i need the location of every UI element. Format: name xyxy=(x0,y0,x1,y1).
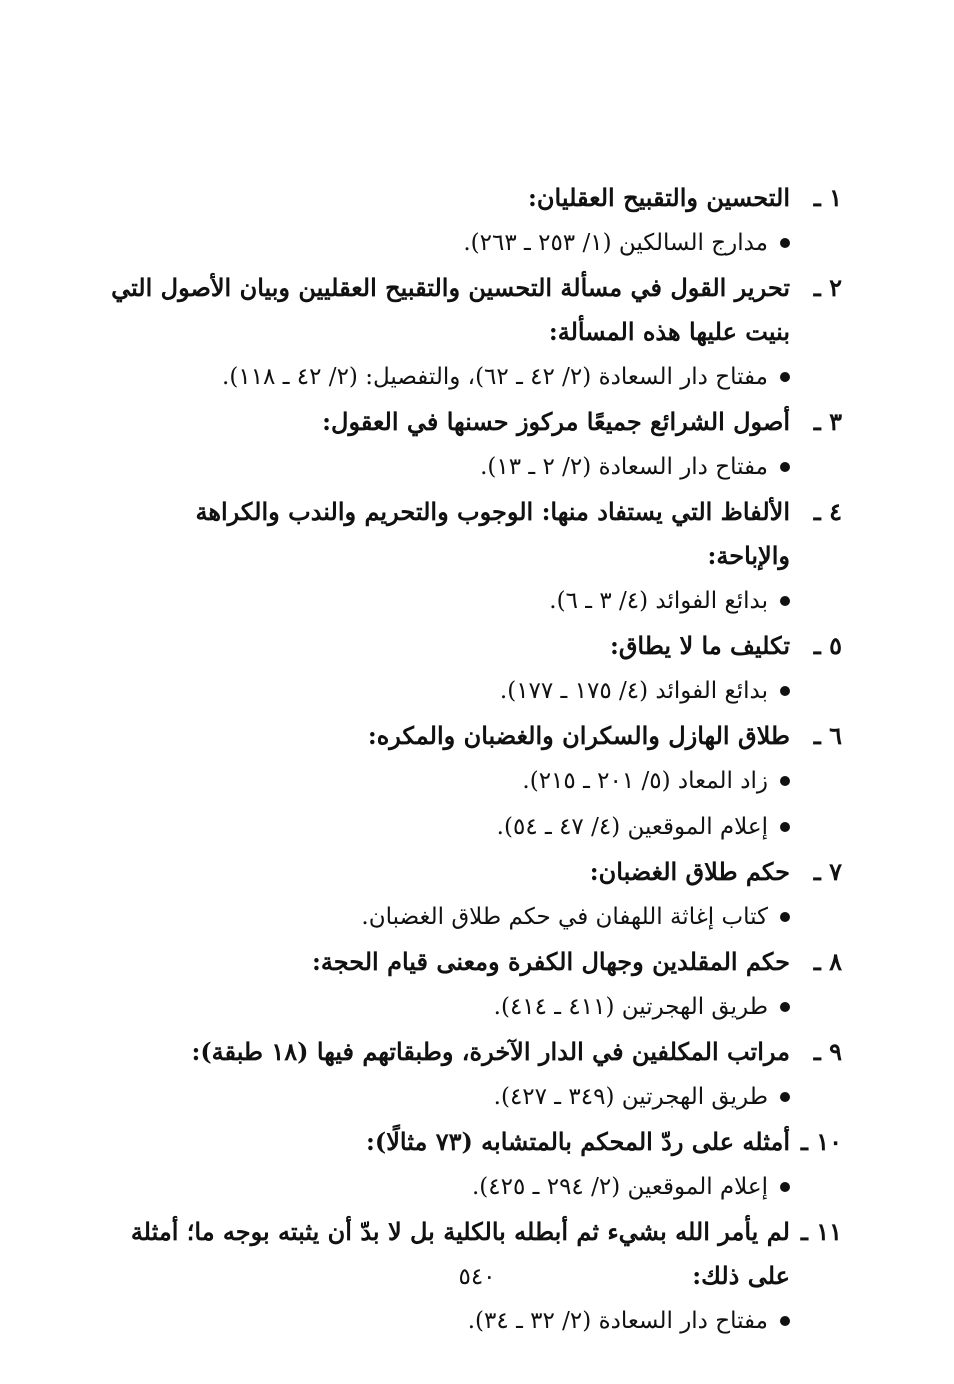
item-number: ١٠ ـ xyxy=(800,1127,842,1156)
reference-entry xyxy=(106,1164,842,1210)
bullet-icon xyxy=(780,1092,790,1102)
item-heading xyxy=(106,400,842,444)
reference-text: مفتاح دار السعادة (٢/ ٢ ـ ١٣). xyxy=(480,454,768,480)
bullet-icon xyxy=(780,1182,790,1192)
item-number: ٥ ـ xyxy=(813,631,842,660)
reference-text: طريق الهجرتين (٣٤٩ ـ ٤٢٧). xyxy=(493,1084,768,1110)
bullet-icon xyxy=(780,822,790,832)
reference-text: إعلام الموقعين (٢/ ٢٩٤ ـ ٤٢٥). xyxy=(471,1174,768,1200)
bullet-icon xyxy=(780,686,790,696)
bullet-icon xyxy=(780,1316,790,1326)
item-title: لم يأمر الله بشيء ثم أبطله بالكلية بل لا بدّ أن يثبته بوجه ما؛ أمثلة على ذلك: xyxy=(130,1217,790,1290)
list-item xyxy=(106,624,842,714)
bullet-icon xyxy=(780,912,790,922)
list-item xyxy=(106,940,842,1030)
item-title: طلاق الهازل والسكران والغضبان والمكره: xyxy=(367,721,790,750)
item-heading xyxy=(106,266,842,354)
reference-text: بدائع الفوائد (٤/ ٣ ـ ٦). xyxy=(549,588,768,614)
reference-list xyxy=(106,444,842,490)
item-heading xyxy=(106,176,842,220)
reference-text: مفتاح دار السعادة (٢/ ٣٢ ـ ٣٤). xyxy=(467,1308,768,1334)
item-heading xyxy=(106,714,842,758)
item-number: ٦ ـ xyxy=(813,721,842,750)
list-item xyxy=(106,1120,842,1210)
reference-list xyxy=(106,894,842,940)
list-item xyxy=(106,400,842,490)
list-item xyxy=(106,176,842,266)
reference-entry xyxy=(106,804,842,850)
reference-list xyxy=(106,758,842,850)
reference-text: مدارج السالكين (١/ ٢٥٣ ـ ٢٦٣). xyxy=(463,230,768,256)
item-number: ٢ ـ xyxy=(813,273,842,302)
item-number: ١ ـ xyxy=(813,183,842,212)
reference-list xyxy=(106,578,842,624)
item-number: ٨ ـ xyxy=(813,947,842,976)
reference-text: طريق الهجرتين (٤١١ ـ ٤١٤). xyxy=(493,994,768,1020)
bullet-icon xyxy=(780,462,790,472)
item-number: ٤ ـ xyxy=(813,497,842,526)
reference-entry xyxy=(106,354,842,400)
bullet-icon xyxy=(780,238,790,248)
item-number: ٣ ـ xyxy=(813,407,842,436)
reference-entry xyxy=(106,668,842,714)
reference-text: كتاب إغاثة اللهفان في حكم طلاق الغضبان. xyxy=(361,904,768,930)
item-number: ٩ ـ xyxy=(813,1037,842,1066)
reference-text: بدائع الفوائد (٤/ ١٧٥ ـ ١٧٧). xyxy=(499,678,768,704)
item-heading xyxy=(106,1030,842,1074)
item-title: الألفاظ التي يستفاد منها: الوجوب والتحريم والندب والكراهة والإباحة: xyxy=(195,497,790,570)
item-heading xyxy=(106,940,842,984)
item-title: التحسين والتقبيح العقليان: xyxy=(528,183,790,212)
item-title: مراتب المكلفين في الدار الآخرة، وطبقاتهم فيها (١٨ طبقة): xyxy=(191,1037,790,1066)
bullet-icon xyxy=(780,776,790,786)
reference-entry xyxy=(106,984,842,1030)
list-item xyxy=(106,714,842,850)
item-number: ١١ ـ xyxy=(800,1217,842,1246)
item-title: أمثله على ردّ المحكم بالمتشابه (٧٣ مثالًا): xyxy=(366,1127,790,1156)
bullet-icon xyxy=(780,1002,790,1012)
list-item xyxy=(106,490,842,624)
page-number: ٥٤٠ xyxy=(458,1264,496,1290)
item-number: ٧ ـ xyxy=(813,857,842,886)
reference-list xyxy=(106,354,842,400)
reference-list xyxy=(106,220,842,266)
reference-text: مفتاح دار السعادة (٢/ ٤٢ ـ ٦٢)، والتفصيل: (٢/ ٤٢ ـ ١١٨). xyxy=(222,364,768,390)
reference-list xyxy=(106,1298,842,1344)
reference-entry xyxy=(106,578,842,624)
item-heading xyxy=(106,624,842,668)
reference-list xyxy=(106,668,842,714)
reference-entry xyxy=(106,1074,842,1120)
reference-text: زاد المعاد (٥/ ٢٠١ ـ ٢١٥). xyxy=(522,768,768,794)
reference-list xyxy=(106,984,842,1030)
item-heading xyxy=(106,1120,842,1164)
list-item xyxy=(106,1030,842,1120)
item-heading xyxy=(106,490,842,578)
reference-text: إعلام الموقعين (٤/ ٤٧ ـ ٥٤). xyxy=(496,814,768,840)
item-title: حكم المقلدين وجهال الكفرة ومعنى قيام الحجة: xyxy=(312,947,790,976)
bullet-icon xyxy=(780,596,790,606)
item-title: تكليف ما لا يطاق: xyxy=(609,631,790,660)
item-heading xyxy=(106,850,842,894)
reference-entry xyxy=(106,444,842,490)
index-list xyxy=(106,176,842,1344)
reference-entry xyxy=(106,220,842,266)
reference-list xyxy=(106,1074,842,1120)
list-item xyxy=(106,850,842,940)
bullet-icon xyxy=(780,372,790,382)
item-title: تحرير القول في مسألة التحسين والتقبيح العقليين وبيان الأصول التي بنيت عليها هذه المسألة: xyxy=(111,273,790,346)
list-item xyxy=(106,266,842,400)
reference-entry xyxy=(106,758,842,804)
reference-entry xyxy=(106,894,842,940)
item-title: حكم طلاق الغضبان: xyxy=(589,857,790,886)
item-title: أصول الشرائع جميعًا مركوز حسنها في العقول: xyxy=(322,407,790,436)
reference-list xyxy=(106,1164,842,1210)
reference-entry xyxy=(106,1298,842,1344)
